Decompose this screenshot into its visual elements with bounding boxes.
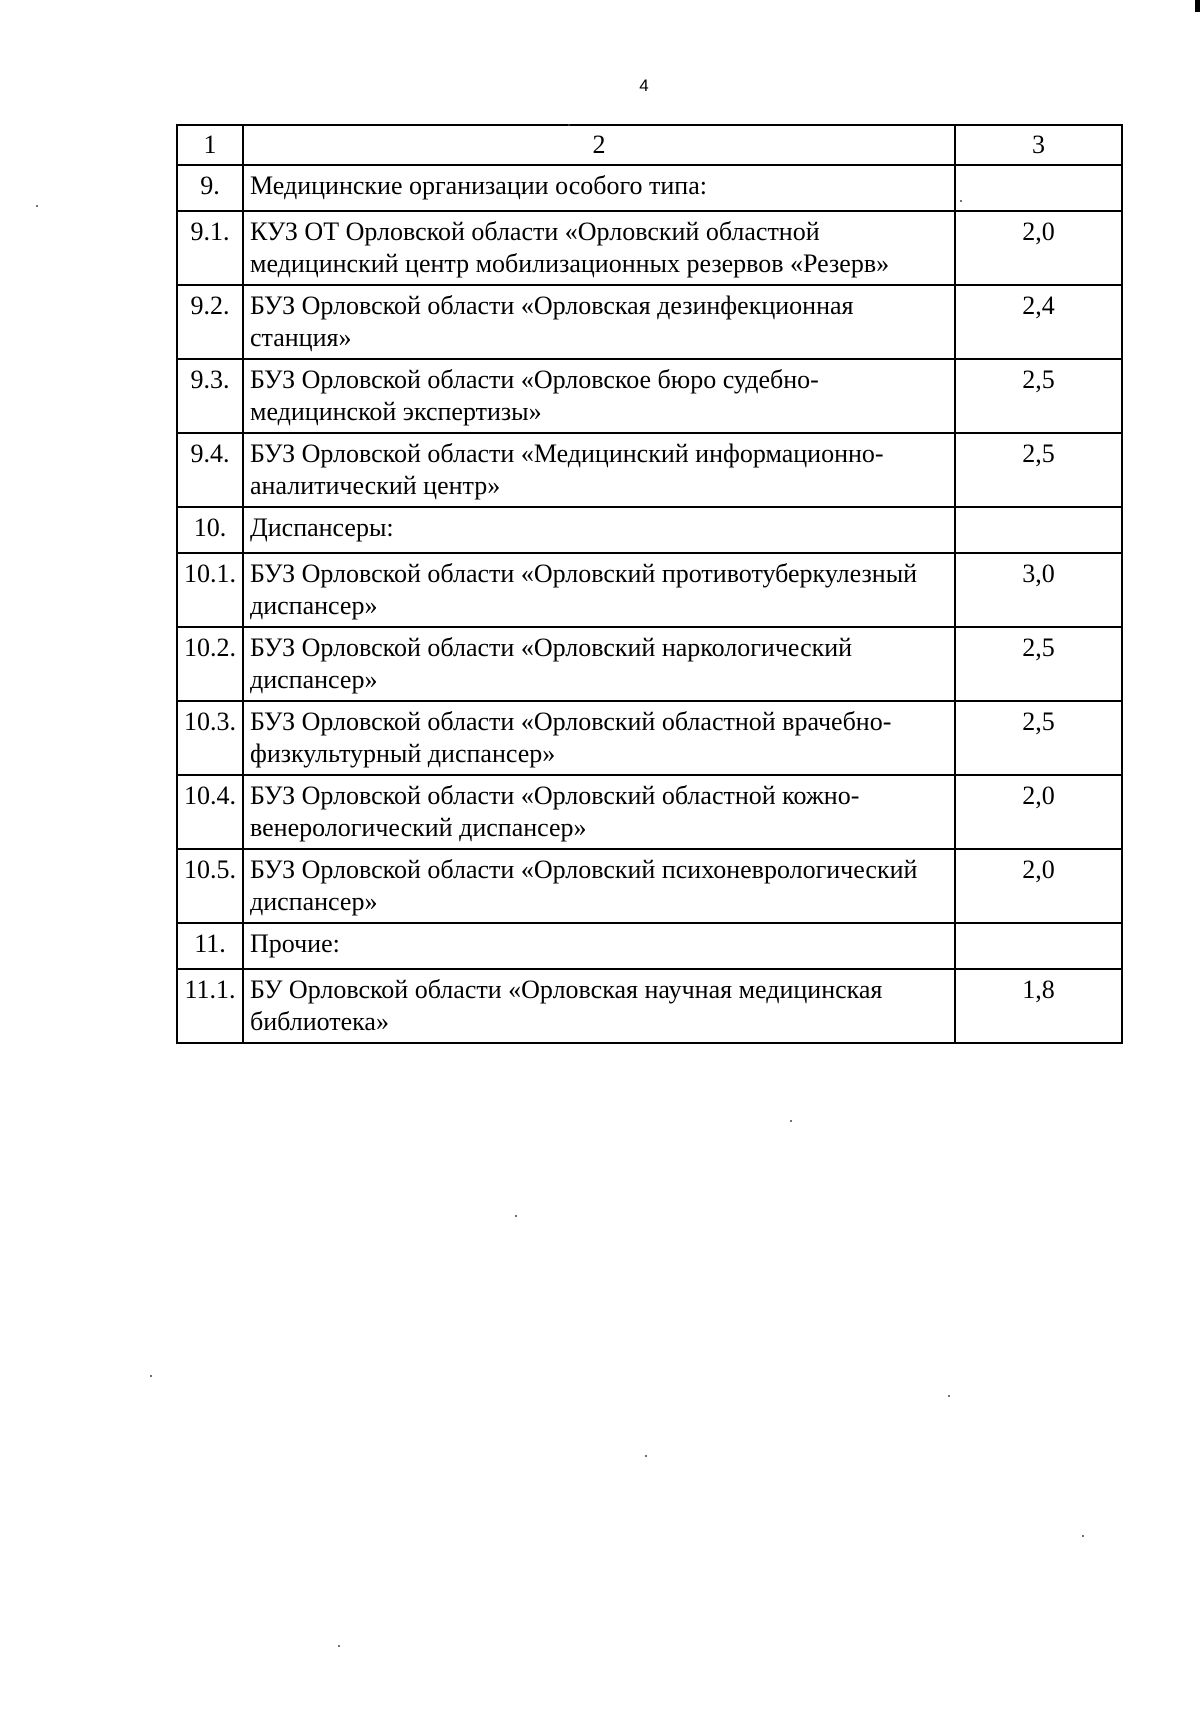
table-row — [177, 553, 1122, 627]
row-value-cell — [955, 165, 1122, 211]
rates-table — [176, 124, 1123, 1044]
row-number-cell: 10.5. — [177, 849, 243, 923]
row-number-cell: 10. — [177, 507, 243, 553]
table-row — [177, 701, 1122, 775]
scan-speck — [960, 200, 962, 202]
row-name-cell: БУЗ Орловской области «Орловский областной кожно-венерологический диспансер» — [243, 775, 955, 849]
scan-speck — [948, 1395, 950, 1397]
table-row — [177, 285, 1122, 359]
scan-speck — [790, 1120, 792, 1122]
table-row — [177, 849, 1122, 923]
row-value-cell: 2,5 — [955, 701, 1122, 775]
row-number-cell: 10.4. — [177, 775, 243, 849]
row-value-cell — [955, 923, 1122, 969]
row-name-cell: БУЗ Орловской области «Медицинский информационно-аналитический центр» — [243, 433, 955, 507]
row-name-cell: БУЗ Орловской области «Орловский наркологический диспансер» — [243, 627, 955, 701]
row-name-cell: БУЗ Орловской области «Орловское бюро судебно-медицинской экспертизы» — [243, 359, 955, 433]
row-name-cell: Прочие: — [243, 923, 955, 969]
row-number-cell: 10.2. — [177, 627, 243, 701]
row-number-cell: 9.4. — [177, 433, 243, 507]
row-value-cell: 1,8 — [955, 969, 1122, 1043]
row-name-cell: БУ Орловской области «Орловская научная медицинская библиотека» — [243, 969, 955, 1043]
row-value-cell: 2,0 — [955, 849, 1122, 923]
row-number-cell: 9.3. — [177, 359, 243, 433]
row-value-cell: 2,5 — [955, 627, 1122, 701]
row-name-cell: Медицинские организации особого типа: — [243, 165, 955, 211]
row-number-cell: 11. — [177, 923, 243, 969]
row-name-cell: КУЗ ОТ Орловской области «Орловский областной медицинский центр мобилизационных резервов «Резерв» — [243, 211, 955, 285]
row-name-cell: БУЗ Орловской области «Орловская дезинфекционная станция» — [243, 285, 955, 359]
scan-speck — [338, 1645, 340, 1647]
row-name-cell: БУЗ Орловской области «Орловский областной врачебно-физкультурный диспансер» — [243, 701, 955, 775]
scan-speck — [36, 205, 38, 207]
row-name-cell: Диспансеры: — [243, 507, 955, 553]
table-row — [177, 923, 1122, 969]
row-name-cell: БУЗ Орловской области «Орловский противотуберкулезный диспансер» — [243, 553, 955, 627]
row-number-cell: 11.1. — [177, 969, 243, 1043]
table-row — [177, 775, 1122, 849]
scan-edge-mark — [1195, 0, 1200, 12]
row-value-cell: 2,0 — [955, 211, 1122, 285]
table-header-row — [177, 125, 1122, 165]
table-row — [177, 507, 1122, 553]
scan-speck — [645, 1455, 647, 1457]
row-number-cell: 9. — [177, 165, 243, 211]
table-row — [177, 627, 1122, 701]
table-row — [177, 359, 1122, 433]
row-value-cell: 2,5 — [955, 433, 1122, 507]
row-value-cell: 2,0 — [955, 775, 1122, 849]
table-row — [177, 969, 1122, 1043]
row-value-cell: 2,5 — [955, 359, 1122, 433]
row-number-cell: 10.3. — [177, 701, 243, 775]
row-number-cell: 9.2. — [177, 285, 243, 359]
row-value-cell: 3,0 — [955, 553, 1122, 627]
header-cell-3: 3 — [955, 125, 1122, 165]
row-name-cell: БУЗ Орловской области «Орловский психоневрологический диспансер» — [243, 849, 955, 923]
scan-speck — [1082, 1535, 1084, 1537]
scan-speck — [150, 1375, 152, 1377]
table-row — [177, 165, 1122, 211]
row-number-cell: 9.1. — [177, 211, 243, 285]
table-row — [177, 211, 1122, 285]
row-value-cell: 2,4 — [955, 285, 1122, 359]
scan-speck — [568, 124, 570, 126]
page-number: 4 — [639, 76, 649, 95]
header-cell-1: 1 — [177, 125, 243, 165]
scan-speck — [515, 1215, 517, 1217]
row-number-cell: 10.1. — [177, 553, 243, 627]
header-cell-2: 2 — [243, 125, 955, 165]
row-value-cell — [955, 507, 1122, 553]
table-row — [177, 433, 1122, 507]
